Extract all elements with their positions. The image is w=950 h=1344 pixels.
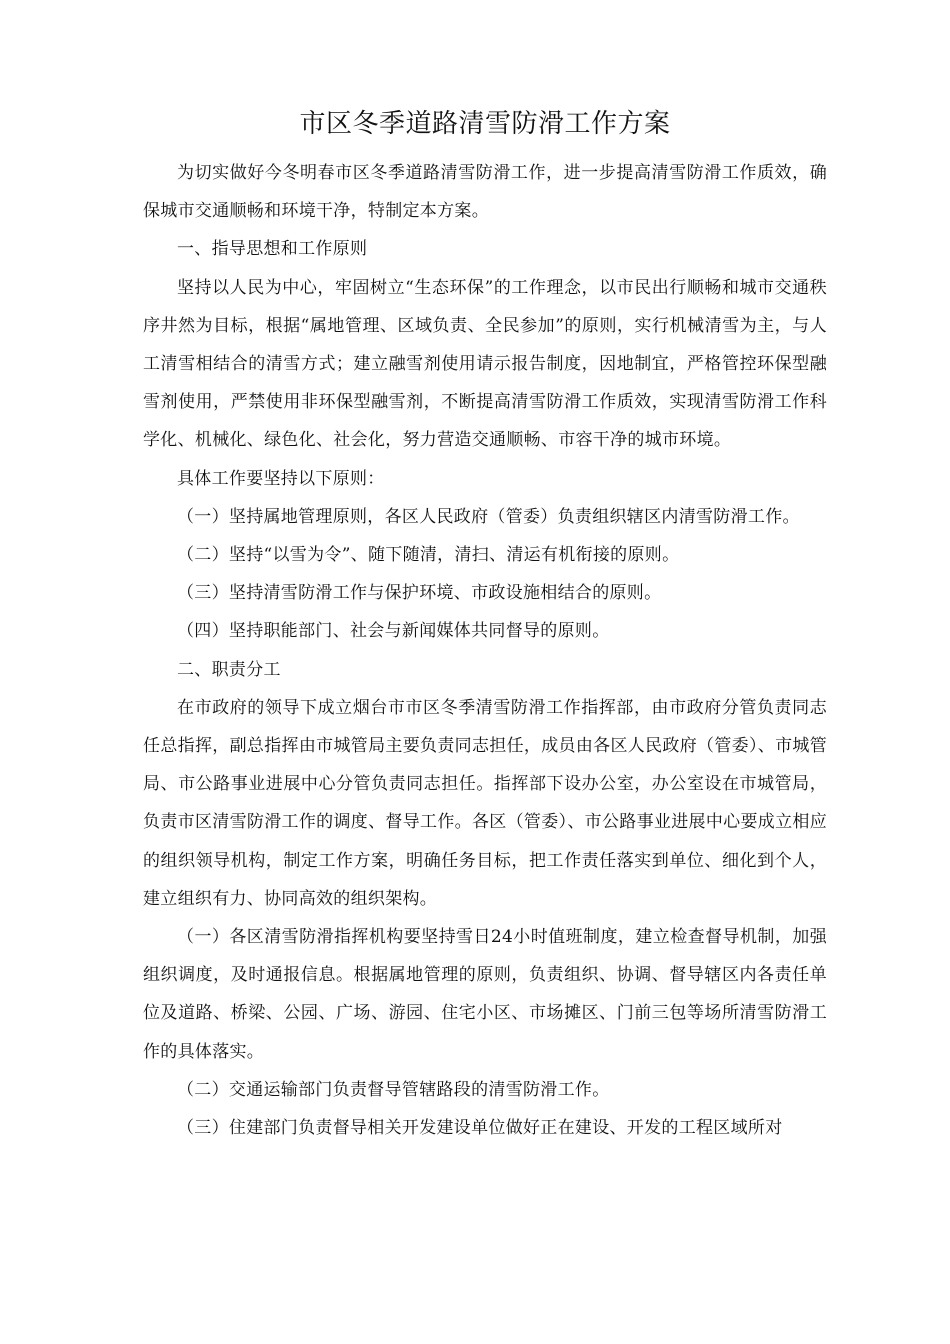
paragraph-guiding-thought: 坚持以人民为中心，牢固树立“生态环保”的工作理念，以市民出行顺畅和城市交通秩序井然为目标，根据“属地管理、区域负责、全民参加”的原则，实行机械清雪为主，与人工清雪相结合的清雪方式；建立融雪剂使用请示报告制度，因地制宜，严格管控环保型融雪剂使用，严禁使用非环保型融雪剂，不断提高清雪防滑工作质效，实现清雪防滑工作科学化、机械化、绿色化、社会化，努力营造交通顺畅、市容干净的城市环境。: [143, 277, 827, 451]
intro-paragraph: 为切实做好今冬明春市区冬季道路清雪防滑工作，进一步提高清雪防滑工作质效，确保城市交通顺畅和环境干净，特制定本方案。: [143, 163, 827, 222]
document-page: [143, 104, 827, 1147]
principle-item-1: （一）坚持属地管理原则，各区人民政府（管委）负责组织辖区内清雪防滑工作。: [177, 506, 800, 527]
section-heading-1: 一、指导思想和工作原则: [177, 239, 368, 260]
section-heading-2: 二、职责分工: [177, 659, 281, 680]
principle-item-4: （四）坚持职能部门、社会与新闻媒体共同督导的原则。: [177, 621, 610, 642]
principle-item-3: （三）坚持清雪防滑工作与保护环境、市政设施相结合的原则。: [177, 583, 662, 604]
duty-item-2: （二）交通运输部门负责督导管辖路段的清雪防滑工作。: [177, 1079, 610, 1100]
duty-item-1: （一）各区清雪防滑指挥机构要坚持雪日24小时值班制度，建立检查督导机制，加强组织调度，及时通报信息。根据属地管理的原则，负责组织、协调、督导辖区内各责任单位及道路、桥梁、公园、广场、游园、住宅小区、市场摊区、门前三包等场所清雪防滑工作的具体落实。: [143, 927, 827, 1062]
paragraph-command-structure: 在市政府的领导下成立烟台市市区冬季清雪防滑工作指挥部，由市政府分管负责同志任总指挥，副总指挥由市城管局主要负责同志担任，成员由各区人民政府（管委）、市城管局、市公路事业进展中心分管负责同志担任。指挥部下设办公室，办公室设在市城管局，负责市区清雪防滑工作的调度、督导工作。各区（管委）、市公路事业进展中心要成立相应的组织领导机构，制定工作方案，明确任务目标，把工作责任落实到单位、细化到个人，建立组织有力、协同高效的组织架构。: [143, 697, 827, 909]
duty-item-3: （三）住建部门负责督导相关开发建设单位做好正在建设、开发的工程区域所对: [177, 1118, 783, 1139]
principle-item-2: （二）坚持“以雪为令”、随下随清，清扫、清运有机衔接的原则。: [177, 545, 680, 566]
paragraph-principles-intro: 具体工作要坚持以下原则：: [177, 468, 385, 489]
document-title: 市区冬季道路清雪防滑工作方案: [299, 109, 671, 139]
